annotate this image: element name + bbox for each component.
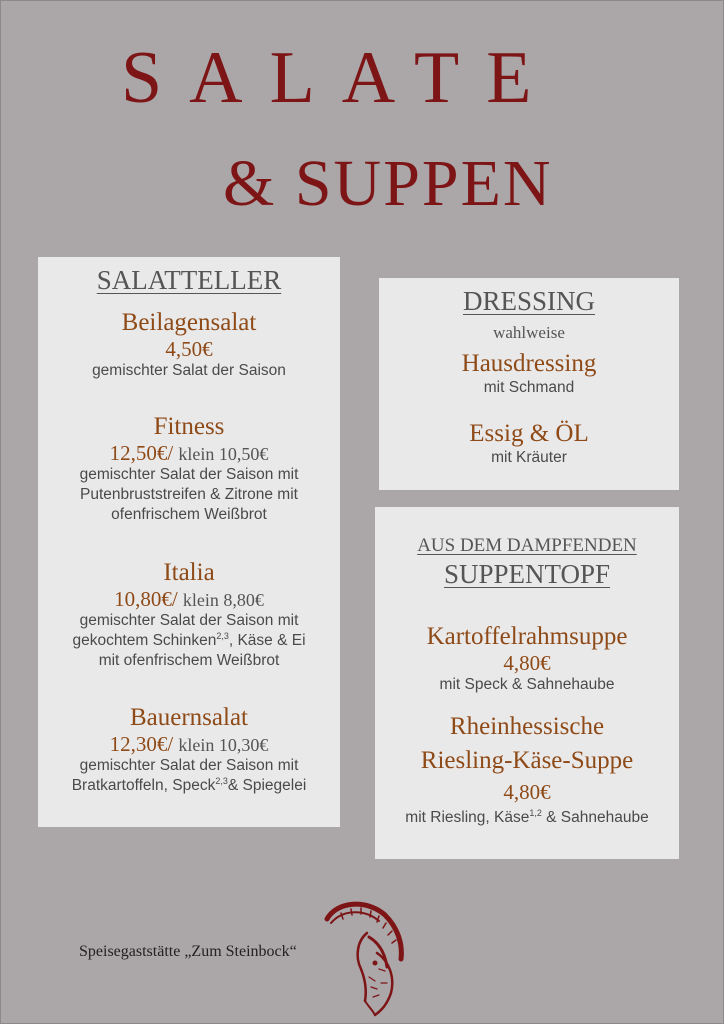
item-price: 4,50€ <box>165 336 213 361</box>
item-price: 4,80€ <box>503 780 551 804</box>
item-price: 10,80€/ klein 8,80€ <box>114 586 264 611</box>
dressing-heading: DRESSING <box>462 286 596 316</box>
item-price-klein: klein 8,80€ <box>182 589 264 610</box>
item-desc: mit Schmand <box>483 378 575 396</box>
menu-item-italia <box>38 559 340 671</box>
item-desc: mit Riesling, Käse$^{1,2}$ & Sahnehaube <box>405 808 649 827</box>
item-price-klein: klein 10,30€ <box>178 734 269 755</box>
item-desc-line: gemischter Salat der Saison mit <box>79 756 299 774</box>
dressing-item-haus <box>379 350 679 398</box>
item-name-line2: Riesling-Käse-Suppe <box>420 746 634 774</box>
item-name: Beilagensalat <box>121 309 257 336</box>
soup-item-riesling <box>375 713 679 828</box>
item-desc-line: ofenfrischem Weißbrot <box>111 505 267 523</box>
salatteller-panel <box>38 257 340 827</box>
item-price: 12,50€/ klein 10,50€ <box>109 440 269 465</box>
item-desc: mit Speck & Sahnehaube <box>439 675 615 693</box>
item-desc: gemischter Salat der Saison <box>92 361 286 379</box>
item-name-line1: Rheinhessische <box>449 713 605 740</box>
soup-item-kartoffel <box>375 623 679 695</box>
item-price: 12,30€/ klein 10,30€ <box>109 731 269 756</box>
title-suppen: & SUPPEN <box>223 147 553 220</box>
suppentopf-panel <box>375 507 679 859</box>
dressing-sub: wahlweise <box>493 323 565 342</box>
menu-item-beilagensalat <box>38 309 340 381</box>
item-name: Fitness <box>153 413 225 440</box>
dressing-panel <box>379 278 679 490</box>
item-price: 4,80€ <box>503 650 551 675</box>
item-name: Bauernsalat <box>129 704 248 731</box>
item-name: Essig & ÖL <box>469 420 589 447</box>
suppentopf-heading-small: AUS DEM DAMPFENDEN <box>417 535 637 556</box>
item-desc-line: mit ofenfrischem Weißbrot <box>98 652 280 670</box>
item-name: Italia <box>163 559 215 586</box>
item-desc-line: gekochtem Schinken$^{2,3}$, Käse & Ei <box>72 630 306 649</box>
item-desc-line: gemischter Salat der Saison mit <box>79 611 299 629</box>
suppentopf-heading: SUPPENTOPF <box>443 559 611 589</box>
item-price-klein: klein 10,50€ <box>178 443 269 464</box>
item-desc-line: Putenbruststreifen & Zitrone mit <box>80 485 298 503</box>
item-desc: mit Kräuter <box>491 448 567 466</box>
item-name: Kartoffelrahmsuppe <box>426 623 628 650</box>
restaurant-name: Speisegaststätte „Zum Steinbock“ <box>79 943 297 960</box>
dressing-item-essig <box>379 420 679 468</box>
item-name: Hausdressing <box>461 350 597 377</box>
ibex-head-icon <box>319 897 411 1022</box>
menu-item-bauernsalat <box>38 704 340 796</box>
menu-item-fitness <box>38 413 340 525</box>
salatteller-heading: SALATTELLER <box>96 265 282 295</box>
title-salate: SALATE <box>121 37 559 119</box>
item-desc-line: gemischter Salat der Saison mit <box>79 465 299 483</box>
item-desc-line: Bratkartoffeln, Speck$^{2,3}$& Spiegelei <box>71 775 307 794</box>
